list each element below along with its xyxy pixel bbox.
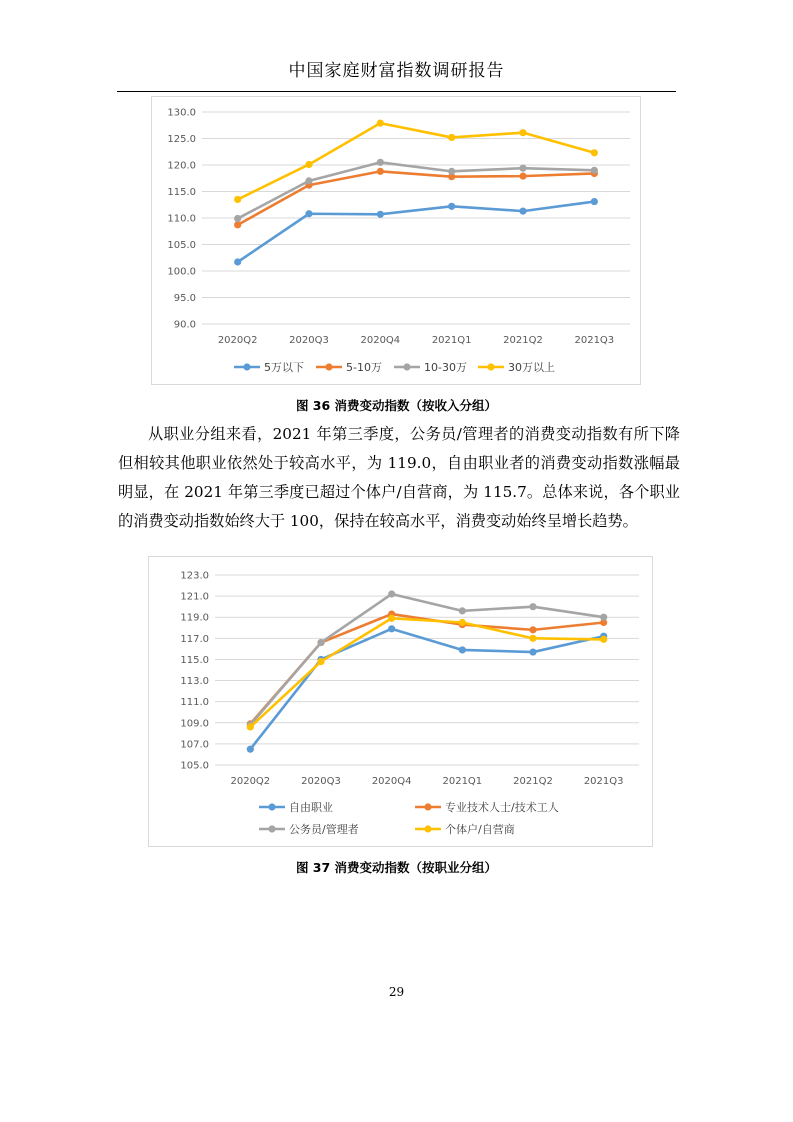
data-point xyxy=(529,603,536,610)
y-tick-label: 95.0 xyxy=(173,293,196,304)
data-point xyxy=(591,198,598,205)
data-point xyxy=(305,161,312,168)
data-point xyxy=(591,167,598,174)
legend-label: 个体户/自营商 xyxy=(445,823,515,836)
y-tick-label: 113.0 xyxy=(180,676,209,688)
y-tick-label: 111.0 xyxy=(180,697,209,709)
data-point xyxy=(234,196,241,203)
legend-label: 自由职业 xyxy=(289,801,333,814)
data-point xyxy=(377,120,384,127)
header-rule xyxy=(117,91,676,92)
chart-income-groups-svg xyxy=(152,97,640,384)
series-line-2 xyxy=(238,171,595,225)
x-tick-label: 2020Q2 xyxy=(217,335,258,346)
data-point xyxy=(591,149,598,156)
x-tick-label: 2021Q2 xyxy=(503,335,543,346)
data-point xyxy=(305,177,312,184)
series-line-2 xyxy=(250,614,603,724)
data-point xyxy=(234,258,241,265)
x-tick-label: 2020Q2 xyxy=(230,776,271,787)
y-tick-label: 107.0 xyxy=(180,739,209,751)
data-point xyxy=(448,168,455,175)
data-point xyxy=(388,625,395,632)
y-tick-label: 119.0 xyxy=(180,612,209,624)
y-tick-label: 125.0 xyxy=(167,134,196,145)
chart-income-groups xyxy=(151,96,641,385)
data-point xyxy=(247,723,254,730)
y-tick-label: 105.0 xyxy=(167,240,196,251)
x-tick-label: 2021Q3 xyxy=(574,335,615,346)
x-tick-label: 2020Q4 xyxy=(371,776,412,787)
y-tick-label: 105.0 xyxy=(180,760,209,772)
data-point xyxy=(519,173,526,180)
page-number: 29 xyxy=(388,985,405,999)
legend-marker xyxy=(424,803,431,810)
x-tick-label: 2020Q4 xyxy=(360,335,401,346)
y-tick-label: 90.0 xyxy=(173,319,196,331)
y-tick-label: 100.0 xyxy=(167,266,196,278)
data-point xyxy=(234,221,241,228)
y-tick-label: 115.0 xyxy=(167,187,196,198)
data-point xyxy=(305,210,312,217)
data-point xyxy=(377,211,384,218)
x-tick-label: 2021Q1 xyxy=(431,335,472,346)
legend-marker xyxy=(403,363,410,370)
series-line-4 xyxy=(238,123,595,199)
y-tick-label: 121.0 xyxy=(180,591,209,603)
legend-marker xyxy=(268,825,275,832)
figure-37-caption: 图 37 消费变动指数（按职业分组） xyxy=(295,860,498,875)
legend-marker xyxy=(325,363,332,370)
y-tick-label: 117.0 xyxy=(180,633,209,645)
data-point xyxy=(600,636,607,643)
legend-label: 公务员/管理者 xyxy=(289,823,359,836)
data-point xyxy=(459,619,466,626)
series-line-4 xyxy=(250,618,603,727)
x-tick-label: 2020Q3 xyxy=(289,335,329,346)
page-header-title: 中国家庭财富指数调研报告 xyxy=(288,61,505,81)
data-point xyxy=(317,658,324,665)
data-point xyxy=(247,746,254,753)
legend-marker xyxy=(268,803,275,810)
legend-label: 专业技术人士/技术工人 xyxy=(445,801,559,814)
data-point xyxy=(448,203,455,210)
figure-36-caption: 图 36 消费变动指数（按收入分组） xyxy=(295,398,498,413)
chart-occupation-groups-svg xyxy=(149,557,652,846)
data-point xyxy=(388,590,395,597)
body-paragraph: 从职业分组来看，2021 年第三季度，公务员/管理者的消费变动指数有所下降但相较其他职业依然处于较高水平，为 119.0，自由职业者的消费变动指数涨幅最明显，在 2021 年第三季度已超过个体户/自营商，为 115.7。总体来说，各个职业的消费变动指数始终大于 100，保持在较高水平，消费变动始终呈增长趋势。 xyxy=(118,425,680,530)
y-tick-label: 110.0 xyxy=(167,213,196,225)
legend-marker xyxy=(487,363,494,370)
legend-label: 10-30万 xyxy=(424,361,467,374)
y-tick-label: 109.0 xyxy=(180,718,209,730)
data-point xyxy=(529,648,536,655)
y-tick-label: 130.0 xyxy=(167,107,196,119)
x-tick-label: 2021Q1 xyxy=(442,776,483,787)
legend-label: 5万以下 xyxy=(264,361,304,374)
y-tick-label: 123.0 xyxy=(180,570,209,582)
x-tick-label: 2020Q3 xyxy=(301,776,341,787)
data-point xyxy=(519,165,526,172)
x-tick-label: 2021Q3 xyxy=(583,776,624,787)
legend-label: 30万以上 xyxy=(508,361,555,374)
data-point xyxy=(519,129,526,136)
legend-label: 5-10万 xyxy=(346,361,382,374)
chart-occupation-groups xyxy=(148,556,653,847)
data-point xyxy=(459,607,466,614)
data-point xyxy=(317,639,324,646)
series-line-1 xyxy=(250,629,603,749)
series-line-1 xyxy=(238,202,595,262)
x-tick-label: 2021Q2 xyxy=(513,776,553,787)
y-tick-label: 115.0 xyxy=(180,654,209,666)
data-point xyxy=(529,635,536,642)
data-point xyxy=(448,134,455,141)
data-point xyxy=(519,208,526,215)
legend-marker xyxy=(424,825,431,832)
data-point xyxy=(377,168,384,175)
data-point xyxy=(529,626,536,633)
y-tick-label: 120.0 xyxy=(167,160,196,172)
legend-marker xyxy=(243,363,250,370)
data-point xyxy=(234,215,241,222)
data-point xyxy=(600,614,607,621)
data-point xyxy=(388,615,395,622)
data-point xyxy=(377,159,384,166)
data-point xyxy=(459,646,466,653)
